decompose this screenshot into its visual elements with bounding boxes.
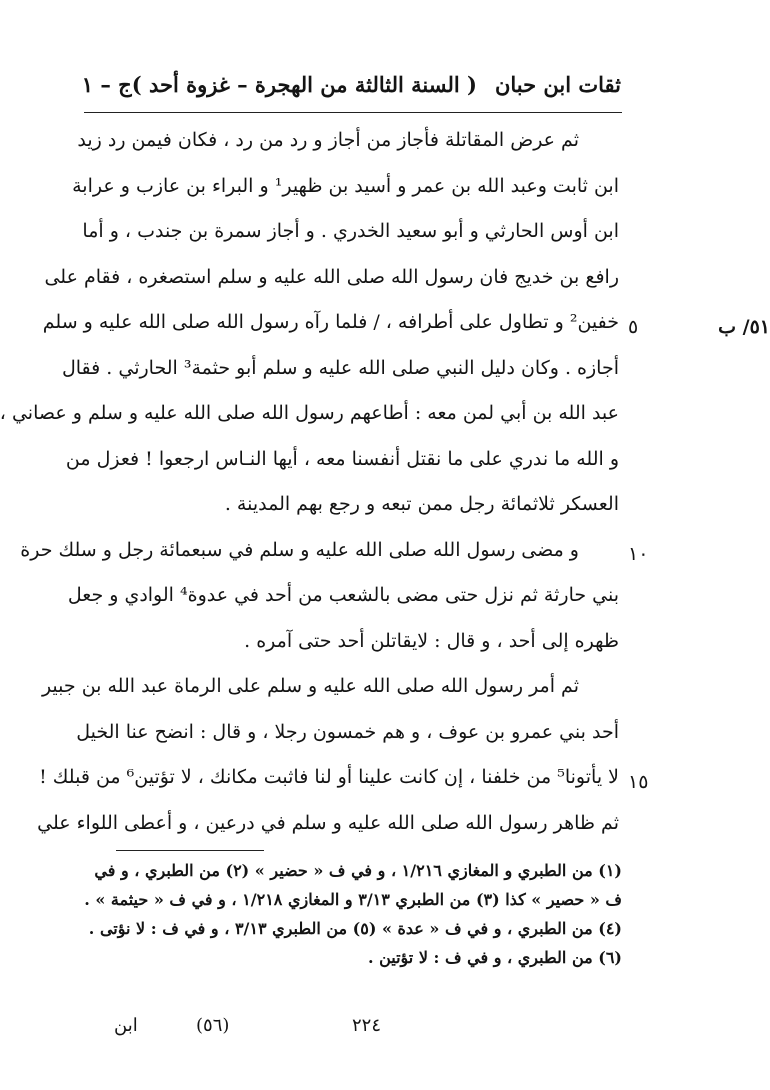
- signature-mark: (٥٦): [196, 1015, 230, 1036]
- margin-folio-marker: ٥١/ ب: [718, 316, 770, 338]
- text-line: و مضى رسول الله صلى الله عليه و سلم في سبعمائة رجل و سلك حرة: [20, 538, 579, 561]
- text-line: بني حارثة ثم نزل حتى مضى بالشعب من أحد في عدوة⁴ الوادي و جعل: [67, 584, 619, 606]
- chapter-running-title: ( السنة الثالثة من الهجرة – غزوة أحد ): [131, 71, 477, 97]
- margin-line-number-15: ١٥: [628, 771, 649, 793]
- main-text: [0, 118, 619, 846]
- footnote-line: ف « حصير » كذا (٣) من الطبري ٣/١٣ و المغازي ١/٢١٨ ، و في ف « حيثمة » .: [84, 890, 622, 909]
- footnote-line: (١) من الطبري و المغازي ١/٢١٦ ، و في ف « حضير » (٢) من الطبري ، و في: [94, 861, 622, 880]
- text-line: رافع بن خديج فان رسول الله صلى الله عليه و سلم استصغره ، فقام على: [44, 265, 619, 288]
- footnote-line: (٦) من الطبري ، و في ف : لا تؤتين .: [367, 948, 622, 967]
- text-line: عبد الله بن أبي لمن معه : أطاعهم رسول الله صلى الله عليه و سلم و عصاني ،: [0, 402, 619, 424]
- text-line: أحد بني عمرو بن عوف ، و هم خمسون رجلا ، و قال : انضح عنا الخيل: [76, 720, 619, 743]
- margin-line-number-5: ٥: [628, 316, 639, 338]
- book-title: ثقات ابن حبان: [494, 71, 621, 97]
- text-line: ظهره إلى أحد ، و قال : لايقاتلن أحد حتى آمره .: [244, 629, 619, 652]
- text-line: ثم أمر رسول الله صلى الله عليه و سلم على الرماة عبد الله بن جبير: [41, 675, 579, 697]
- volume-number: ج – ١: [81, 71, 132, 97]
- text-line: العسكر ثلاثمائة رجل ممن تبعه و رجع بهم المدينة .: [224, 493, 619, 515]
- text-line: خفين² و تطاول على أطرافه ، / فلما رآه رسول الله صلى الله عليه و سلم: [42, 311, 619, 333]
- text-line: ثم ظاهر رسول الله صلى الله عليه و سلم في درعين ، و أعطى اللواء علي: [37, 811, 619, 834]
- footnotes: [84, 856, 622, 972]
- text-line: ابن ثابت وعبد الله بن عمر و أسيد بن ظهير¹ و البراء بن عازب و عرابة: [72, 174, 619, 197]
- catchword: ابن: [114, 1015, 138, 1036]
- page-number: ٢٢٤: [352, 1015, 382, 1036]
- running-header: [81, 62, 621, 106]
- footnote-line: (٤) من الطبري ، و في ف « عدة » (٥) من الطبري ٣/١٣ ، و في ف : لا نؤتى .: [88, 919, 622, 938]
- header-rule: [84, 112, 622, 113]
- text-line: ابن أوس الحارثي و أبو سعيد الخدري . و أجاز سمرة بن جندب ، و أما: [82, 220, 619, 242]
- text-line: ثم عرض المقاتلة فأجاز من أجاز و رد من رد ، فكان فيمن رد زيد: [77, 129, 579, 151]
- footnote-rule: [116, 850, 264, 851]
- page-footer: [114, 1008, 534, 1044]
- text-line: أجازه . وكان دليل النبي صلى الله عليه و سلم أبو حثمة³ الحارثي . فقال: [61, 356, 619, 379]
- text-line: لا يأتونا⁵ من خلفنا ، إن كانت علينا أو لنا فاثبت مكانك ، لا تؤتين⁶ من قبلك !: [39, 766, 619, 788]
- text-line: و الله ما ندري على ما نقتل أنفسنا معه ، أيها النـاس ارجعوا ! فعزل من: [65, 447, 619, 470]
- margin-line-number-10: ١٠: [628, 543, 649, 565]
